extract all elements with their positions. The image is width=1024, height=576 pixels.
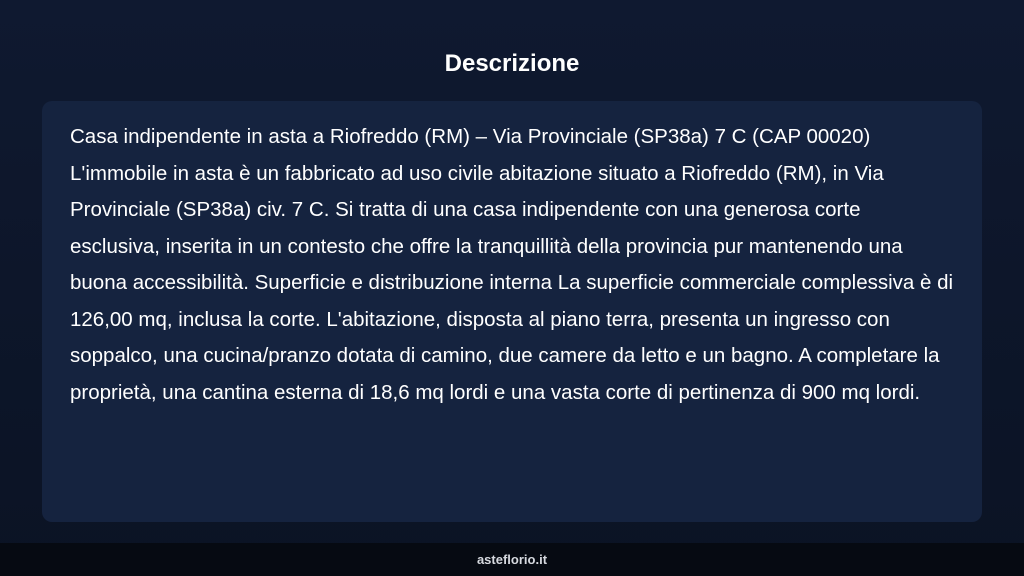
footer-site-label: asteflorio.it: [476, 552, 548, 567]
description-text: Casa indipendente in asta a Riofreddo (RM) – Via Provinciale (SP38a) 7 C (CAP 00020) L'immobile in asta è un fabbricato ad uso civile abitazione situato a Riofreddo (RM), in Via Provinciale (SP38a) civ. 7 C. Si tratta di una casa indipendente con una generosa corte esclusiva, inserita in un contesto che offre la tranquillità della provincia pur mantenendo una buona accessibilità. Superficie e distribuzione interna La superficie commerciale complessiva è di 126,00 mq, inclusa la corte. L'abitazione, disposta al piano terra, presenta un ingresso con soppalco, una cucina/pranzo dotata di camino, due camere da letto e un bagno. A completare la proprietà, una cantina esterna di 18,6 mq lordi e una vasta corte di pertinenza di 900 mq lordi.: [70, 125, 954, 404]
footer-bar: [0, 543, 1024, 576]
page-title: Descrizione: [444, 50, 580, 77]
description-card: [42, 101, 982, 522]
